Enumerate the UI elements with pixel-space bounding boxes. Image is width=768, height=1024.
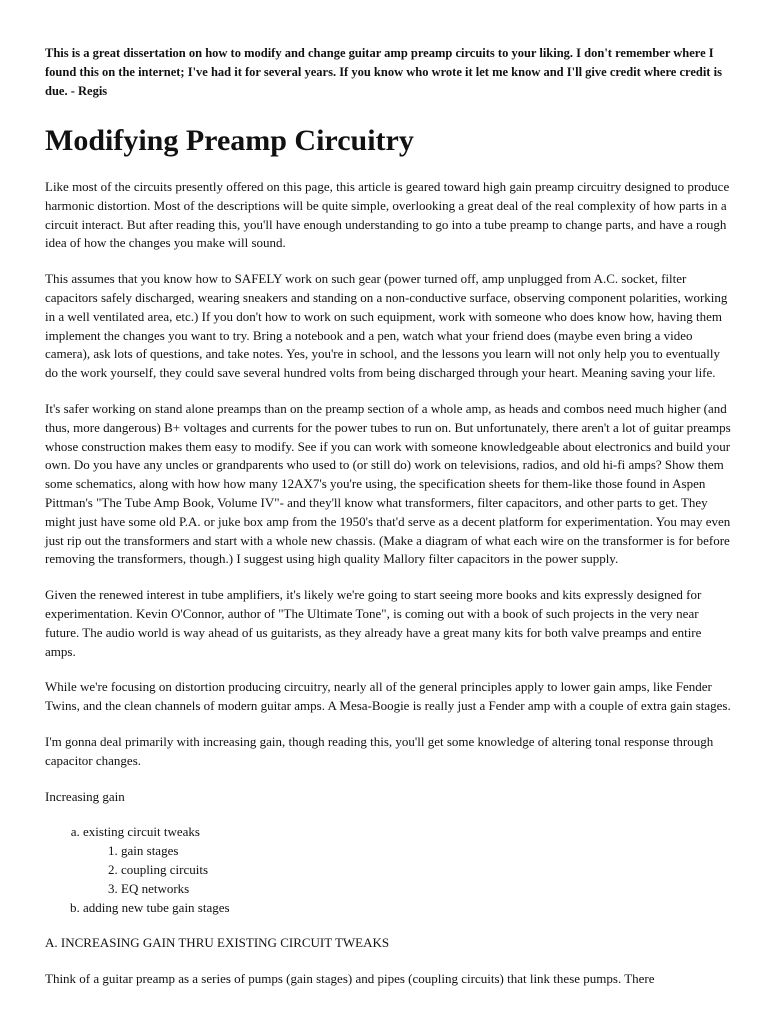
paragraph-general-principles: While we're focusing on distortion producing circuitry, nearly all of the general principles apply to lower gain amps, like Fender Twins, and the clean channels of modern guitar amps. A Mesa-Boogie is really just a Fender amp with a couple of extra gain stages. xyxy=(45,679,731,714)
paragraph-standalone-preamps: It's safer working on stand alone preamps than on the preamp section of a whole amp, as heads and combos need much higher (and thus, more dangerous) B+ voltages and currents for the power tubes to run on. But unfortunately, there aren't a lot of guitar preamps whose construction makes them easy to modify. See if you can work with someone knowledgeable about electronics and build your own. Do you have any uncles or grandparents who used to (or still do) work on televisions, radios, and old hi-fi amps? Show them some schematics, along with how how many 12AX7's you're using, the specification sheets for them-like those found in Aspen Pittman's "The Tube Amp Book, Volume IV"- and they'll know what transformers, filter capacitors, and other parts to get. They might just have some old P.A. or juke box amp from the 1950's that'd serve as a decent platform for experimentation. You may even just rip out the transformers and start with a whole new chassis. (Make a diagram of what each wire on the transformer is for before removing the transformers, though.) I suggest using high quality Mallory filter capacitors in the power supply. xyxy=(45,400,731,567)
paragraph-increasing-gain: I'm gonna deal primarily with increasing gain, though reading this, you'll get some knowledge of altering tonal response through capacitor changes. xyxy=(45,733,714,768)
section-heading: A. INCREASING GAIN THRU EXISTING CIRCUIT TWEAKS xyxy=(45,935,390,951)
paragraph-kits: Given the renewed interest in tube amplifiers, it's likely we're going to start seeing more books and kits expressly designed for experimentation. Kevin O'Connor, author of "The Ultimate Tone", is coming out with a book of such projects in the very near future. The audio world is way ahead of us guitarists, as they already have a great many kits for both valve preamps and entire amps. xyxy=(45,587,702,659)
outline-list xyxy=(45,823,733,917)
intro-note: This is a great dissertation on how to modify and change guitar amp preamp circuits to your liking. I don't remember where I found this on the internet; I've had it for several years. If you know who wrote it let me know and I'll give credit where credit is due. - Regis xyxy=(45,46,722,98)
sub-item-eq-networks: EQ networks xyxy=(121,880,190,896)
document-page xyxy=(45,0,733,989)
outline-item-b: adding new tube gain stages xyxy=(83,899,230,915)
list-heading: Increasing gain xyxy=(45,788,125,804)
sub-item-gain-stages: gain stages xyxy=(121,843,179,859)
sub-item-coupling-circuits: coupling circuits xyxy=(121,861,209,877)
list-item xyxy=(83,823,733,898)
outline-item-a: existing circuit tweaks xyxy=(83,824,200,840)
paragraph-safety: This assumes that you know how to SAFELY work on such gear (power turned off, amp unplugged from A.C. socket, filter capacitors safely discharged, wearing sneakers and standing on a non-conductive surface, observing component polarities, working in a well ventilated area, etc.) If you don't how to work on such equipment, work with someone who does know how, having them implement the changes you want to try. Bring a notebook and a pen, watch what your friend does (maybe even bring a video camera), ask lots of questions, and take notes. Yes, you're in school, and the lessons you learn will not only help you to eventually do the work yourself, they could save several hundred volts from being discharged through your heart. Meaning saving your life. xyxy=(45,271,728,381)
page-title: Modifying Preamp Circuitry xyxy=(45,124,414,157)
list-item xyxy=(121,861,733,880)
outline-sublist xyxy=(83,842,733,898)
paragraph-intro: Like most of the circuits presently offered on this page, this article is geared toward high gain preamp circuitry designed to produce harmonic distortion. Most of the descriptions will be quite simple, overlooking a great deal of the real complexity of how parts in a circuit interact. But after reading this, you'll have enough understanding to go into a tube preamp to change parts, and have a rough idea of how the changes you make will sound. xyxy=(45,179,730,251)
paragraph-pumps-and-pipes: Think of a guitar preamp as a series of pumps (gain stages) and pipes (coupling circuits) that link these pumps. There xyxy=(45,971,655,987)
list-item xyxy=(83,899,733,918)
list-item xyxy=(121,880,733,899)
list-item xyxy=(121,842,733,861)
